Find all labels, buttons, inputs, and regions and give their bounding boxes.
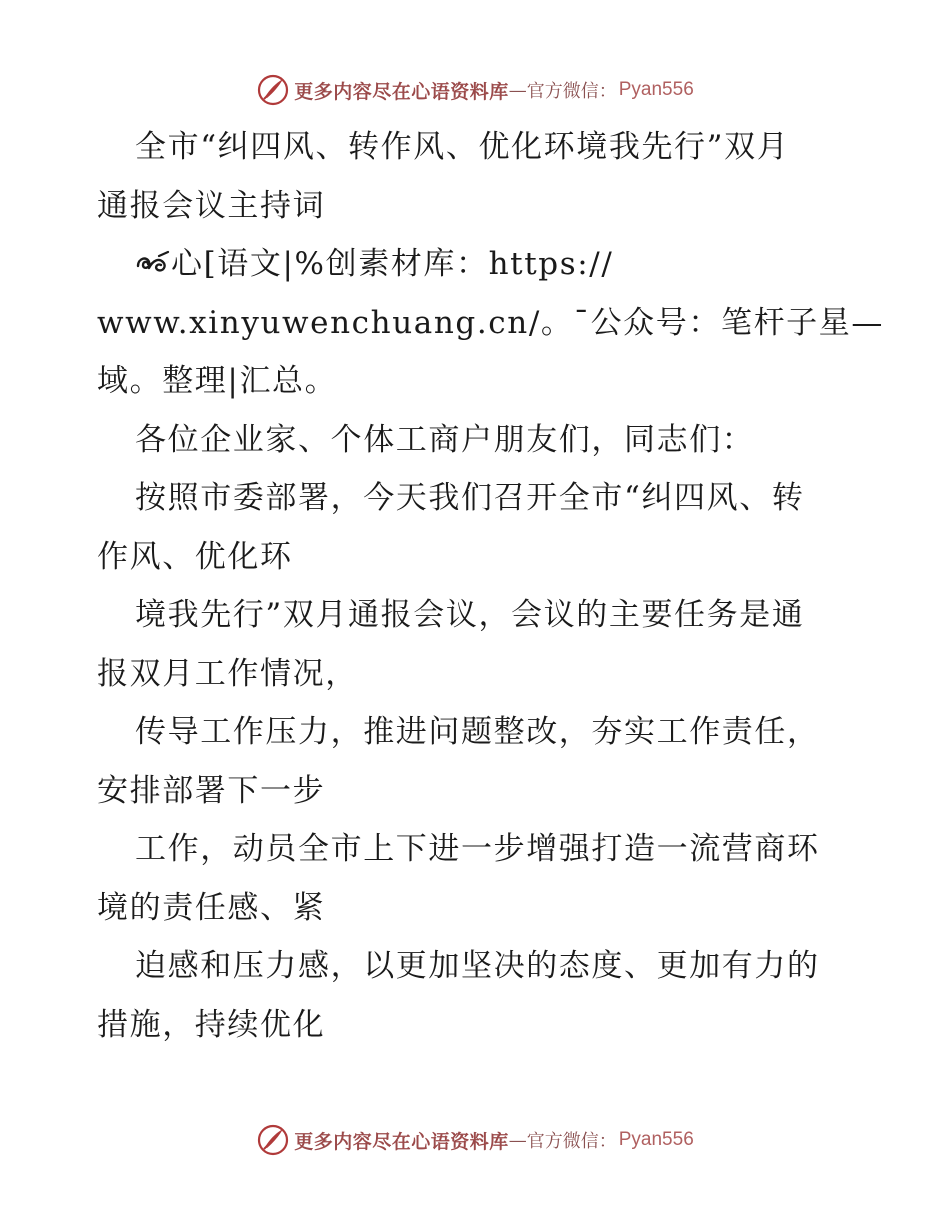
paragraph-line: 安排部署下一步 [97,772,326,809]
source-line-2: www.xinyuwenchuang.cn/。¯公众号：笔杆子星— [97,304,884,341]
source-line-1: 心[语文|%创素材库：https:// [97,235,857,294]
banner-text: 更多内容尽在心语资料库 [294,1130,509,1153]
title-line-1: 全市“纠四风、转作风、优化环境我先行”双月 [135,129,790,165]
swirl-ornament-icon [135,248,171,278]
header-banner [0,70,950,110]
quill-pen-icon [256,73,290,107]
banner-dash: — [508,79,527,101]
banner-dash: — [508,1129,527,1151]
paragraph-line: 按照市委部署，今天我们召开全市“纠四风、转 [135,480,805,516]
paragraph-line: 工作，动员全市上下进一步增强打造一流营商环 [135,831,820,867]
source-line-3: 域。整理|汇总。 [97,363,338,399]
paragraph-line: 措施，持续优化 [97,1006,326,1043]
salutation: 各位企业家、个体工商户朋友们，同志们： [135,421,755,458]
paragraph-line: 传导工作压力，推进问题整改，夯实工作责任， [135,714,820,750]
paragraph-line: 报双月工作情况， [97,655,358,692]
banner-wechat-handle: Pyan556 [618,1129,694,1150]
paragraph-line: 迫感和压力感，以更加坚决的态度、更加有力的 [135,948,820,984]
paragraph-line: 境我先行”双月通报会议，会议的主要任务是通 [135,597,805,633]
paragraph-line: 境的责任感、紧 [97,889,326,926]
banner-wechat-handle: Pyan556 [618,79,694,100]
document-body [97,118,884,1054]
quill-pen-icon [256,1123,290,1157]
footer-banner [0,1120,950,1160]
banner-wechat-label: 官方微信： [526,81,617,102]
title-line-2: 通报会议主持词 [97,187,326,224]
banner-wechat-label: 官方微信： [526,1131,617,1152]
paragraph-line: 作风、优化环 [97,538,293,575]
banner-text: 更多内容尽在心语资料库 [294,80,509,103]
